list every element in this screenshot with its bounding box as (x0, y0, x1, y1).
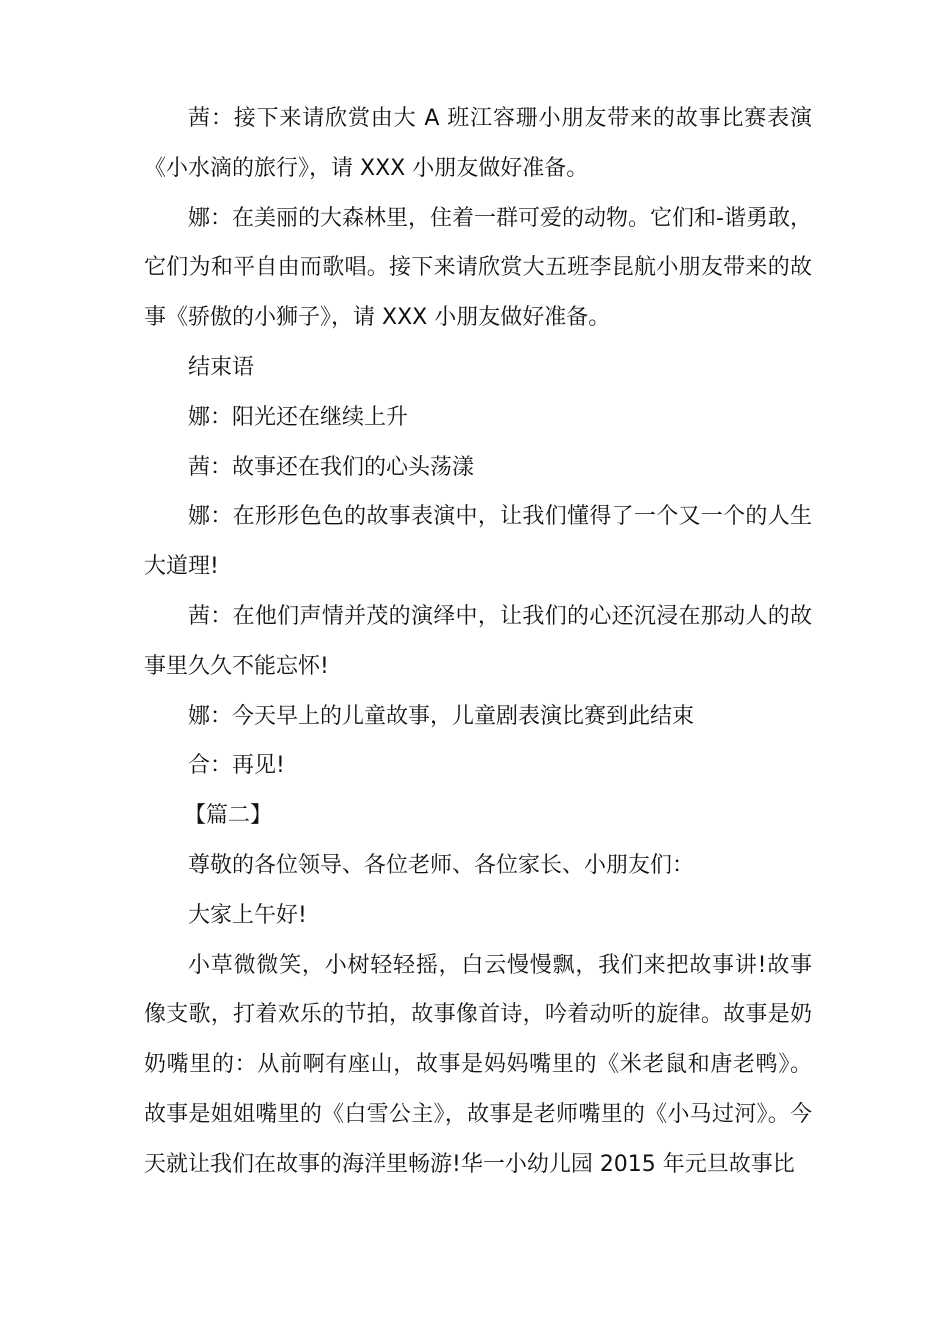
paragraph-na-sunshine: 娜：阳光还在继续上升 (188, 404, 409, 430)
section-heading-closing: 结束语 (188, 354, 255, 380)
paragraph-qian-story: 茜：故事还在我们的心头荡漾 (188, 454, 475, 480)
paragraph-qian-moved: 茜：在他们声情并茂的演绎中，让我们的心还沉浸在那动人的故事里久久不能忘怀! (144, 603, 812, 679)
paragraph-na-ending: 娜：今天早上的儿童故事，儿童剧表演比赛到此结束 (188, 703, 695, 729)
paragraph-na-lessons: 娜：在形形色色的故事表演中，让我们懂得了一个又一个的人生大道理! (144, 504, 812, 580)
paragraph-qian-intro: 茜：接下来请欣赏由大 A 班江容珊小朋友带来的故事比赛表演《小水滴的旅行》，请 XXX 小朋友做好准备。 (144, 106, 812, 181)
paragraph-together-goodbye: 合：再见! (188, 753, 285, 779)
paragraph-greeting: 尊敬的各位领导、各位老师、各位家长、小朋友们： (188, 852, 695, 878)
paragraph-na-forest: 娜：在美丽的大森林里，住着一群可爱的动物。它们和-谐勇敢，它们为和平自由而歌唱。接下来请欣赏大五班李昆航小朋友带来的故事《骄傲的小狮子》，请 XXX 小朋友做好准备。 (144, 205, 812, 331)
document-body (144, 94, 812, 1190)
paragraph-good-morning: 大家上午好! (188, 902, 307, 928)
section-heading-part-two: 【篇二】 (184, 803, 273, 829)
paragraph-story-poem: 小草微微笑，小树轻轻摇，白云慢慢飘，我们来把故事讲!故事像支歌，打着欢乐的节拍，故事像首诗，吟着动听的旋律。故事是奶奶嘴里的：从前啊有座山，故事是妈妈嘴里的《米老鼠和唐老鸭》。故事是姐姐嘴里的《白雪公主》，故事是老师嘴里的《小马过河》。今天就让我们在故事的海洋里畅游!华一小幼儿园 2015 年元旦故事比 (144, 952, 812, 1177)
